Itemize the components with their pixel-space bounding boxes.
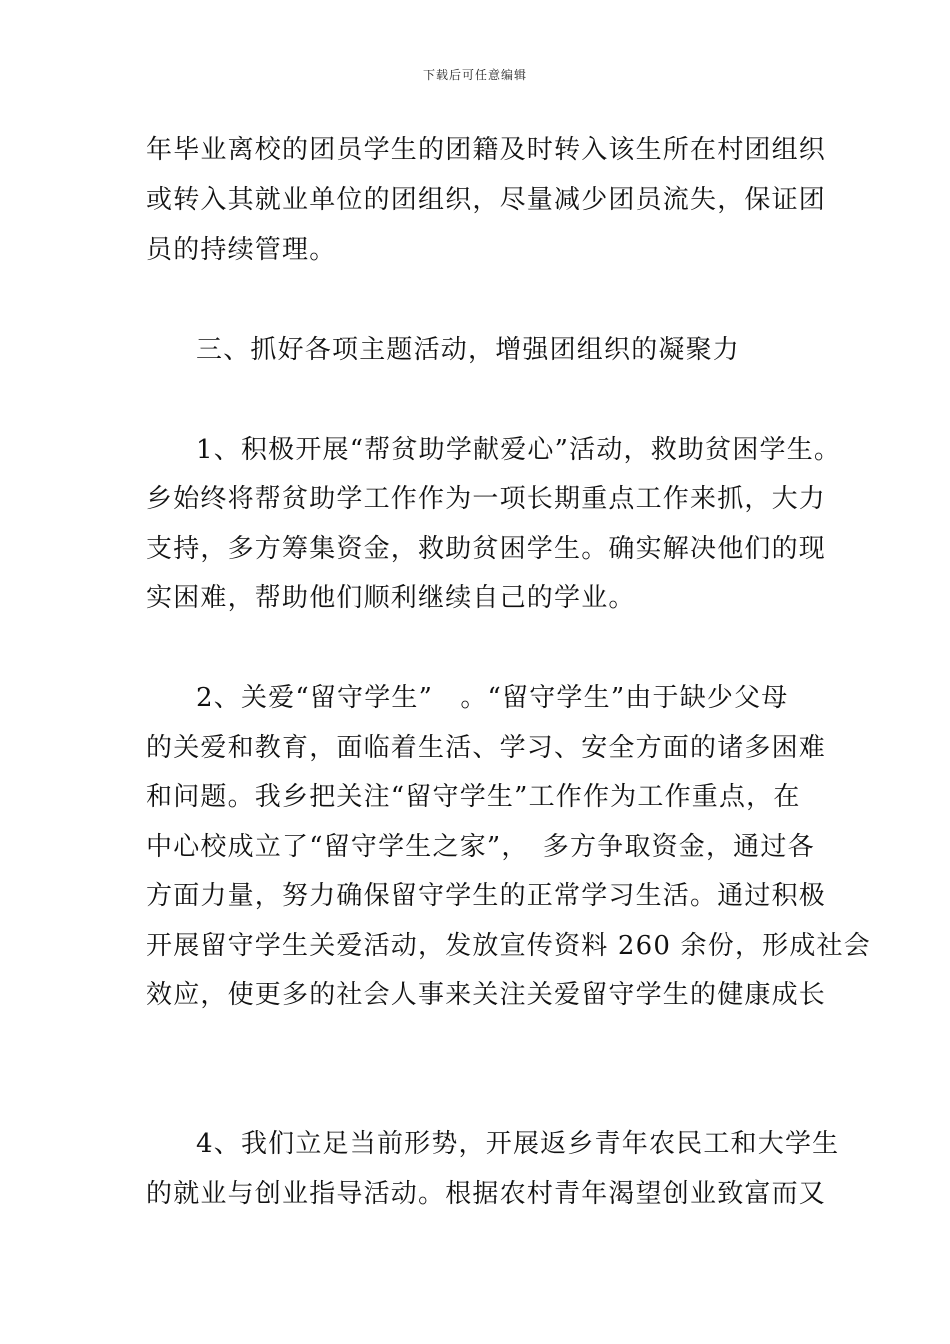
text-line: 或转入其就业单位的团组织，尽量减少团员流失，保证团 — [146, 185, 827, 215]
text-line: 效应，使更多的社会人事来关注关爱留守学生的健康成长 — [146, 980, 827, 1010]
text-line: 乡始终将帮贫助学工作作为一项长期重点工作来抓，大力 — [146, 484, 827, 514]
text-line: 2、关爱“留守学生” 。“留守学生”由于缺少父母 — [196, 683, 789, 713]
page-header: 下载后可任意编辑 — [422, 68, 527, 82]
section-heading: 三、抓好各项主题活动，增强团组织的凝聚力 — [196, 335, 741, 365]
text-line: 支持，多方筹集资金，救助贫困学生。确实解决他们的现 — [146, 534, 827, 564]
text-line: 的关爱和教育，面临着生活、学习、安全方面的诸多困难 — [146, 733, 827, 763]
text-line: 开展留守学生关爱活动，发放宣传资料 260 余份，形成社会 — [146, 931, 871, 961]
text-line: 和问题。我乡把关注“留守学生”工作作为工作重点，在 — [146, 782, 801, 812]
text-line: 实困难，帮助他们顺利继续自己的学业。 — [146, 583, 636, 613]
text-line: 中心校成立了“留守学生之家”， 多方争取资金，通过各 — [146, 832, 815, 862]
text-line: 的就业与创业指导活动。根据农村青年渴望创业致富而又 — [146, 1179, 827, 1209]
text-line: 年毕业离校的团员学生的团籍及时转入该生所在村团组织 — [146, 135, 827, 165]
text-line: 4、我们立足当前形势，开展返乡青年农民工和大学生 — [196, 1129, 840, 1159]
text-line: 员的持续管理。 — [146, 235, 337, 265]
text-line: 方面力量，努力确保留守学生的正常学习生活。通过积极 — [146, 881, 827, 911]
text-line: 1、积极开展“帮贫助学献爱心”活动，救助贫困学生。 — [196, 435, 842, 465]
